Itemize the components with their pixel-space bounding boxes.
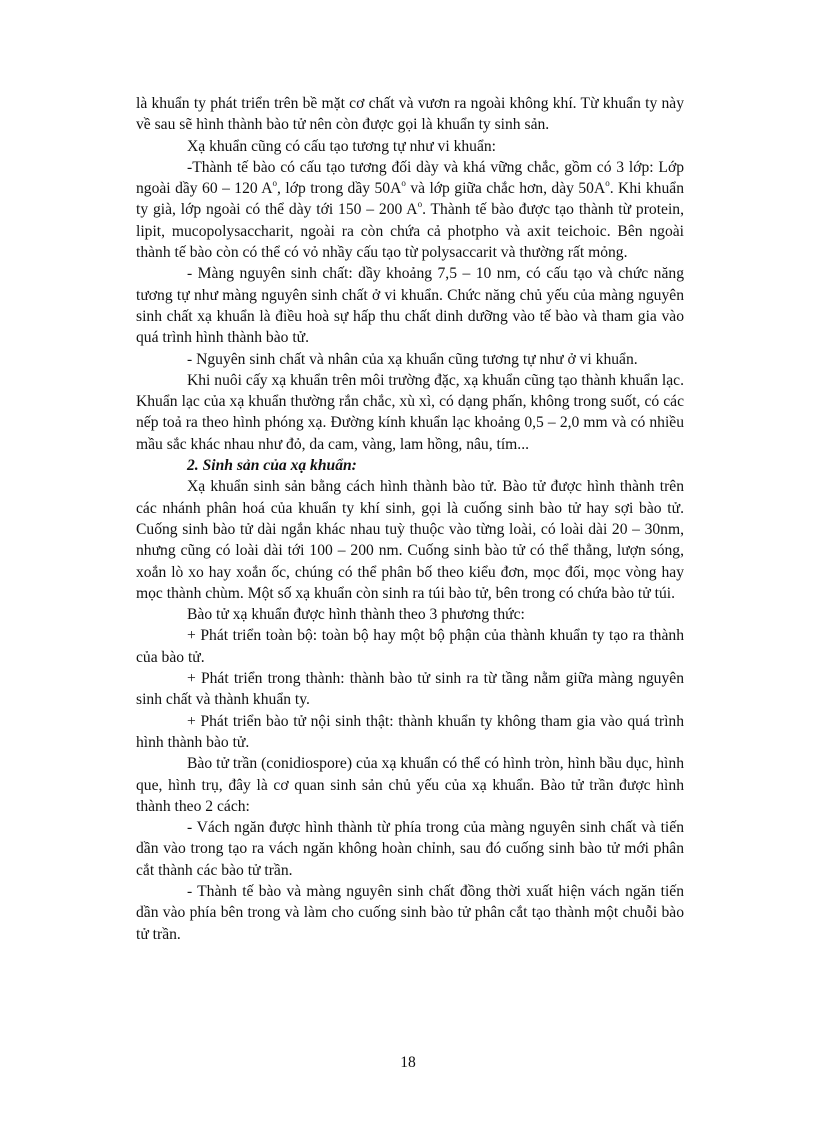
paragraph-conidiospore: Bào tử trần (conidiospore) của xạ khuẩn có thể có hình tròn, hình bầu dục, hình que, hình trụ, đây là cơ quan sinh sản chủ yếu của xạ khuẩn. Bào tử trần được hình thành theo 2 cách: <box>136 755 684 815</box>
paragraph-reproduction: Xạ khuẩn sinh sản bằng cách hình thành bào tử. Bào tử được hình thành trên các nhánh phân hoá của khuẩn ty khí sinh, gọi là cuống sinh bào tử hay sợi bào tử. Cuống sinh bào tử dài ngắn khác nhau tuỳ thuộc vào từng loài, có loài dài 20 – 30nm, nhưng cũng có loài dài tới 100 – 200 nm. Cuống sinh bào tử có thể thẳng, lượn sóng, xoắn lò xo hay xoắn ốc, chúng có thể phân bố theo kiểu đơn, mọc đối, mọc vòng hay mọc thành chùm. Một số xạ khuẩn còn sinh ra túi bào tử, bên trong có chứa bào tử túi. <box>136 478 684 602</box>
paragraph-membrane: - Màng nguyên sinh chất: dầy khoảng 7,5 – 10 nm, có cấu tạo và chức năng tương tự như màng nguyên sinh chất ở vi khuẩn. Chức năng chủ yếu của màng nguyên sinh chất xạ khuẩn là điều hoà sự hấp thu chất dinh dưỡng vào tế bào và tham gia vào quá trình hình thành bào tử. <box>136 265 684 347</box>
page-body <box>136 93 684 945</box>
paragraph-cytoplasm: - Nguyên sinh chất và nhân của xạ khuẩn cũng tương tự như ở vi khuẩn. <box>187 350 638 368</box>
paragraph-spore-methods: Bào tử xạ khuẩn được hình thành theo 3 phương thức: <box>187 606 525 624</box>
paragraph-colony: Khi nuôi cấy xạ khuẩn trên môi trường đặc, xạ khuẩn cũng tạo thành khuẩn lạc. Khuẩn lạc của xạ khuẩn thường rắn chắc, xù xì, có dạng phấn, không trong suốt, có các nếp toả ra theo hình phóng xạ. Đường kính khuẩn lạc khoảng 0,5 – 2,0 mm và có nhiều mầu sắc khác nhau như đỏ, da cam, vàng, lam hồng, nâu, tím... <box>136 371 684 453</box>
list-item-method-1: + Phát triển toàn bộ: toàn bộ hay một bộ phận của thành khuẩn ty tạo ra thành của bào tử. <box>136 627 684 666</box>
paragraph-continuation: là khuẩn ty phát triển trên bề mặt cơ chất và vươn ra ngoài không khí. Từ khuẩn ty này về sau sẽ hình thành bào tử nên còn được gọi là khuẩn ty sinh sản. <box>136 95 684 134</box>
page-number: 18 <box>400 1054 416 1071</box>
list-item-way-2: - Thành tế bào và màng nguyên sinh chất đồng thời xuất hiện vách ngăn tiến dần vào phía bên trong và làm cho cuống sinh bào tử phân cắt tạo thành một chuỗi bào tử trần. <box>136 882 684 943</box>
paragraph-structure-intro: Xạ khuẩn cũng có cấu tạo tương tự như vi khuẩn: <box>187 137 497 155</box>
list-item-way-1: - Vách ngăn được hình thành từ phía trong của màng nguyên sinh chất và tiến dần vào trong tạo ra vách ngăn không hoàn chỉnh, sau đó cuống sinh bào tử mới phân cắt thành các bào tử trần. <box>136 819 684 879</box>
list-item-method-3: + Phát triển bào tử nội sinh thật: thành khuẩn ty không tham gia vào quá trình hình thành bào tử. <box>136 712 684 751</box>
list-item-method-2: + Phát triển trong thành: thành bào tử sinh ra từ tầng nằm giữa màng nguyên sinh chất và thành khuẩn ty. <box>136 670 684 709</box>
paragraph-cell-wall: -Thành tế bào có cấu tạo tương đối dày và khá vững chắc, gồm có 3 lớp: Lớp ngoài dầy 60 – 120 $A^o$, lớp trong dầy $50A^o$ và lớp giữa chắc hơn, dày $50A^o$. Khi khuẩn ty già, lớp ngoài có thể dày tới 150 – 200 $A^o$. Thành tế bào được tạo thành từ protein, lipit, mucopolysaccharit, ngoài ra còn chứa cả photpho và axit teichoic. Bên ngoài thành tế bào còn có thể có vỏ nhầy cấu tạo từ polysaccarit và thường rất mỏng. <box>136 158 685 262</box>
section-heading: 2. Sinh sản của xạ khuẩn: <box>187 457 357 475</box>
